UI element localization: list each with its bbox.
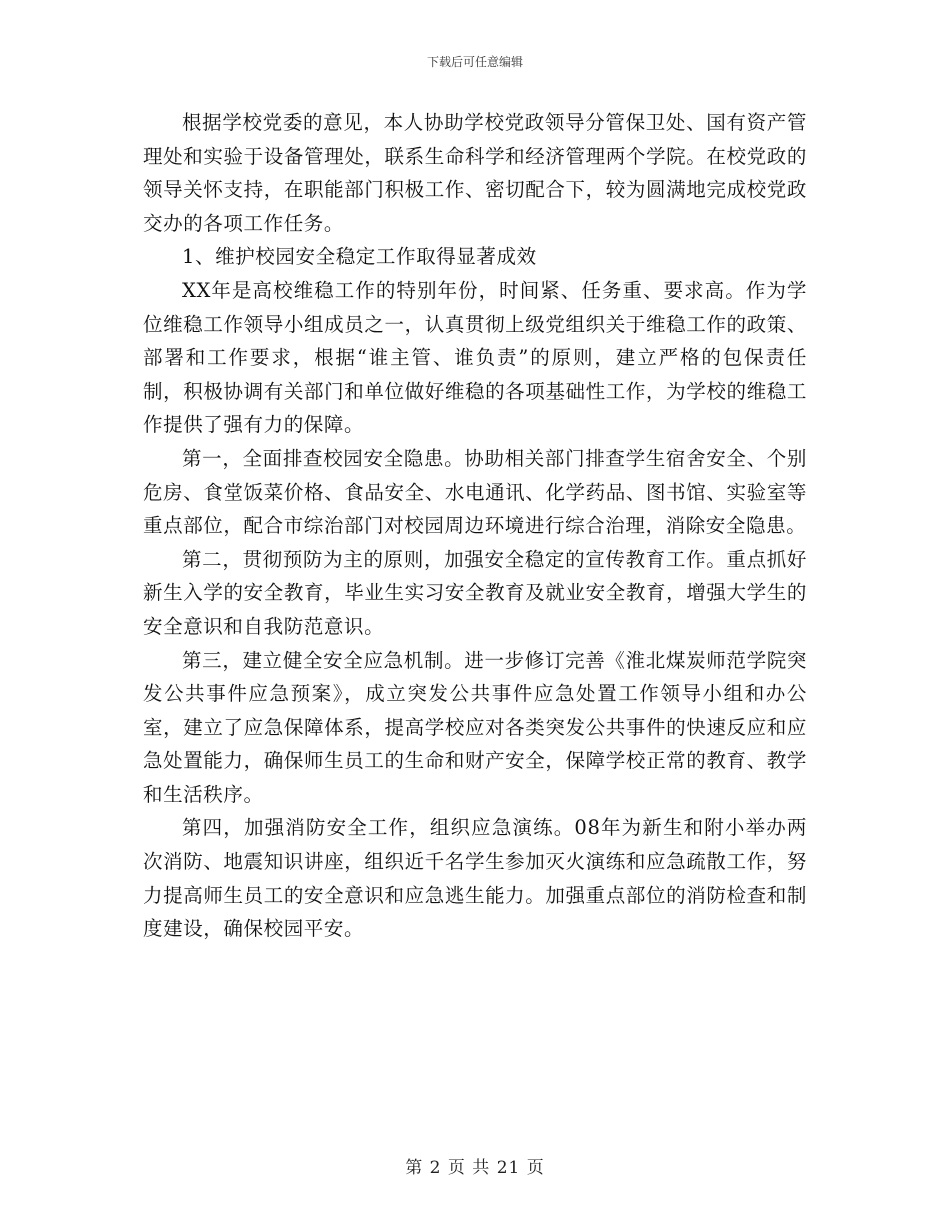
page-header: 下载后可任意编辑 (426, 55, 523, 69)
paragraph-first: 第一，全面排查校园安全隐患。协助相关部门排查学生宿舍安全、个别危房、食堂饭菜价格、食品安全、水电通讯、化学药品、图书馆、实验室等重点部位，配合市综治部门对校园周边环境进行综合治理，消除安全隐患。 (143, 446, 807, 538)
section-heading: 1、维护校园安全稳定工作取得显著成效 (182, 245, 537, 269)
paragraph-third: 第三，建立健全安全应急机制。进一步修订完善《淮北煤炭师范学院突发公共事件应急预案》，成立突发公共事件应急处置工作领导小组和办公室，建立了应急保障体系，提高学校应对各类突发公共事件的快速反应和应急处置能力，确保师生员工的生命和财产安全，保障学校正常的教育、教学和生活秩序。 (143, 648, 807, 806)
paragraph-overview: XX年是高校维稳工作的特别年份，时间紧、任务重、要求高。作为学位维稳工作领导小组成员之一，认真贯彻上级党组织关于维稳工作的政策、部署和工作要求，根据“谁主管、谁负责”的原则，建立严格的包保责任制，积极协调有关部门和单位做好维稳的各项基础性工作，为学校的维稳工作提供了强有力的保障。 (143, 278, 807, 437)
paragraph-second: 第二，贯彻预防为主的原则，加强安全稳定的宣传教育工作。重点抓好新生入学的安全教育，毕业生实习安全教育及就业安全教育，增强大学生的安全意识和自我防范意识。 (143, 547, 807, 638)
page-number-footer: 第 2 页 共 21 页 (405, 1158, 545, 1178)
paragraph-intro: 根据学校党委的意见，本人协助学校党政领导分管保卫处、国有资产管理处和实验于设备管理处，联系生命科学和经济管理两个学院。在校党政的领导关怀支持，在职能部门积极工作、密切配合下，较为圆满地完成校党政交办的各项工作任务。 (143, 111, 807, 235)
document-body (143, 106, 807, 946)
paragraph-fourth: 第四，加强消防安全工作，组织应急演练。08年为新生和附小举办两次消防、地震知识讲座，组织近千名学生参加灭火演练和应急疏散工作，努力提高师生员工的安全意识和应急逃生能力。加强重点部位的消防检查和制度建设，确保校园平安。 (143, 816, 807, 941)
